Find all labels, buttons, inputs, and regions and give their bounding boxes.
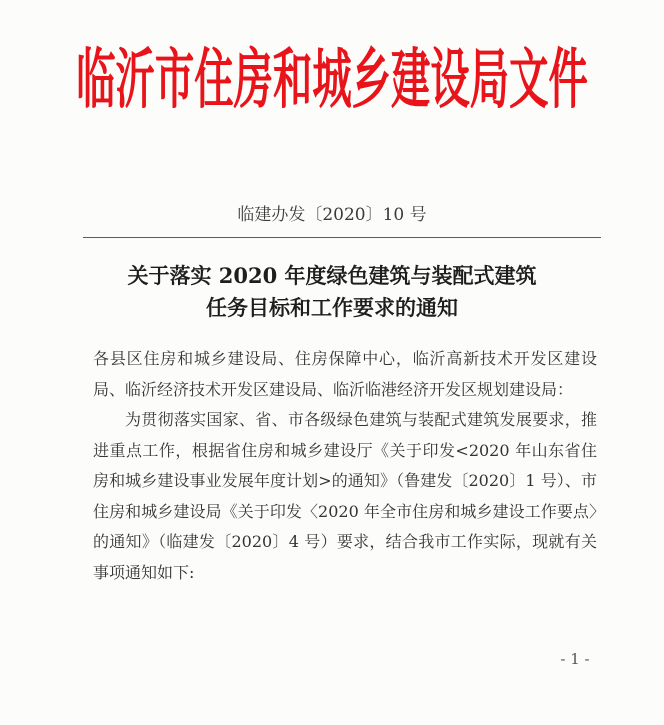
agency-header-title [0,40,664,120]
page-number: - 1 - [560,650,590,668]
document-title-line-1: 关于落实 2020 年度绿色建筑与装配式建筑 [127,263,537,288]
red-divider-line [83,237,601,238]
agency-header-text: 临沂市住房和城乡建设局文件 [76,42,588,118]
document-number: 临建办发〔2020〕10 号 [237,205,427,225]
addressee-paragraph: 各县区住房和城乡建设局、住房保障中心，临沂高新技术开发区建设局、临沂经济技术开发区建设局、临沂临港经济开发区规划建设局： [93,349,597,399]
body-paragraph: 为贯彻落实国家、省、市各级绿色建筑与装配式建筑发展要求，推进重点工作，根据省住房和城乡建设厅《关于印发<2020 年山东省住房和城乡建设事业发展年度计划>的通知》（鲁建发〔2020〕1 号）、市住房和城乡建设局《关于印发〈2020 年全市住房和城乡建设工作要点〉的通知》（临建发〔2020〕4 号）要求，结合我市工作实际，现就有关事项通知如下: [93,410,597,582]
document-title-line-2: 任务目标和工作要求的通知 [206,295,458,320]
document-body [93,344,597,588]
document-title [0,260,664,324]
